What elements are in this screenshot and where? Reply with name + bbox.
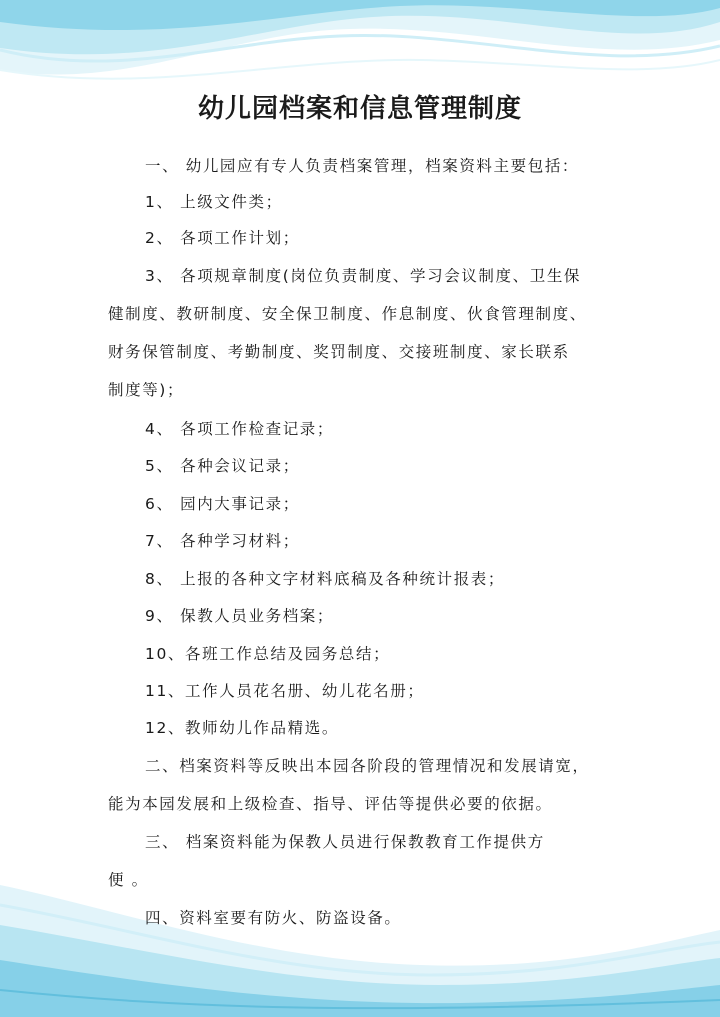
list-item-5: 5、 各种会议记录； <box>145 457 300 475</box>
list-item-6: 6、 园内大事记录； <box>145 495 300 513</box>
paragraph-section-3-line-1: 三、 档案资料能为保教人员进行保教教育工作提供方 <box>145 833 545 851</box>
list-item-10: 10、各班工作总结及园务总结； <box>145 645 391 663</box>
paragraph-section-2-line-2: 能为本园发展和上级检查、指导、评估等提供必要的依据。 <box>108 795 553 813</box>
list-item-3-line-1: 3、 各项规章制度(岗位负责制度、学习会议制度、卫生保 <box>145 267 582 285</box>
document-title: 幼儿园档案和信息管理制度 <box>197 94 522 124</box>
paragraph-section-2-line-1: 二、档案资料等反映出本园各阶段的管理情况和发展请宽， <box>145 757 590 775</box>
paragraph-section-1-intro: 一、 幼儿园应有专人负责档案管理，档案资料主要包括： <box>145 157 580 175</box>
list-item-3-line-4: 制度等)； <box>108 381 185 399</box>
list-item-4: 4、 各项工作检查记录； <box>145 420 334 438</box>
list-item-3-line-2: 健制度、教研制度、安全保卫制度、作息制度、伙食管理制度、 <box>108 305 587 323</box>
list-item-9: 9、 保教人员业务档案； <box>145 607 334 625</box>
list-item-3-line-3: 财务保管制度、考勤制度、奖罚制度、交接班制度、家长联系 <box>108 343 570 361</box>
paragraph-section-4: 四、资料室要有防火、防盗设备。 <box>145 909 402 927</box>
list-item-12: 12、教师幼儿作品精选。 <box>145 719 339 737</box>
list-item-1: 1、 上级文件类； <box>145 193 283 211</box>
list-item-2: 2、 各项工作计划； <box>145 229 300 247</box>
list-item-8: 8、 上报的各种文字材料底稿及各种统计报表； <box>145 570 505 588</box>
list-item-11: 11、工作人员花名册、幼儿花名册； <box>145 682 425 700</box>
paragraph-section-3-line-2: 便 。 <box>108 871 149 889</box>
list-item-7: 7、 各种学习材料； <box>145 532 300 550</box>
